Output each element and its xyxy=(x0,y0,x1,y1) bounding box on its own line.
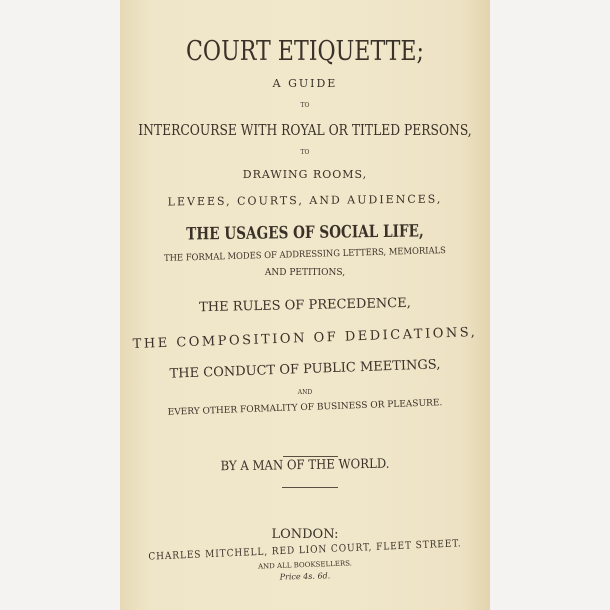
subtitle-line: TO xyxy=(300,102,310,109)
subtitle-line: LEVEES, COURTS, AND AUDIENCES, xyxy=(167,192,443,209)
imprint-sellers: AND ALL BOOKSELLERS. xyxy=(257,559,353,571)
divider-rule xyxy=(282,487,338,488)
subtitle-line: THE COMPOSITION OF DEDICATIONS, xyxy=(132,324,478,353)
subtitle-line: INTERCOURSE WITH ROYAL OR TITLED PERSONS, xyxy=(138,121,472,139)
subtitle-line: THE CONDUCT OF PUBLIC MEETINGS, xyxy=(169,357,441,382)
subtitle-line: AND xyxy=(297,389,313,396)
subtitle-line: AND PETITIONS, xyxy=(264,268,346,278)
imprint-publisher: CHARLES MITCHELL, RED LION COURT, FLEET STREET. xyxy=(148,538,462,563)
subtitle-line: THE FORMAL MODES OF ADDRESSING LETTERS, MEMORIALS xyxy=(164,246,446,264)
subtitle-line: TO xyxy=(300,149,310,156)
author-line: BY A MAN OF THE WORLD. xyxy=(220,456,390,475)
subtitle-line: THE USAGES OF SOCIAL LIFE, xyxy=(186,221,424,245)
book-title: COURT ETIQUETTE; xyxy=(185,36,425,67)
subtitle-line: EVERY OTHER FORMALITY OF BUSINESS OR PLEASURE. xyxy=(167,398,443,418)
subtitle-line: A GUIDE xyxy=(272,77,338,90)
imprint-city: LONDON: xyxy=(271,527,339,542)
subtitle-line: DRAWING ROOMS, xyxy=(242,168,368,181)
subtitle-line: THE RULES OF PRECEDENCE, xyxy=(199,295,411,316)
imprint-price: Price 4s. 6d. xyxy=(279,571,331,582)
